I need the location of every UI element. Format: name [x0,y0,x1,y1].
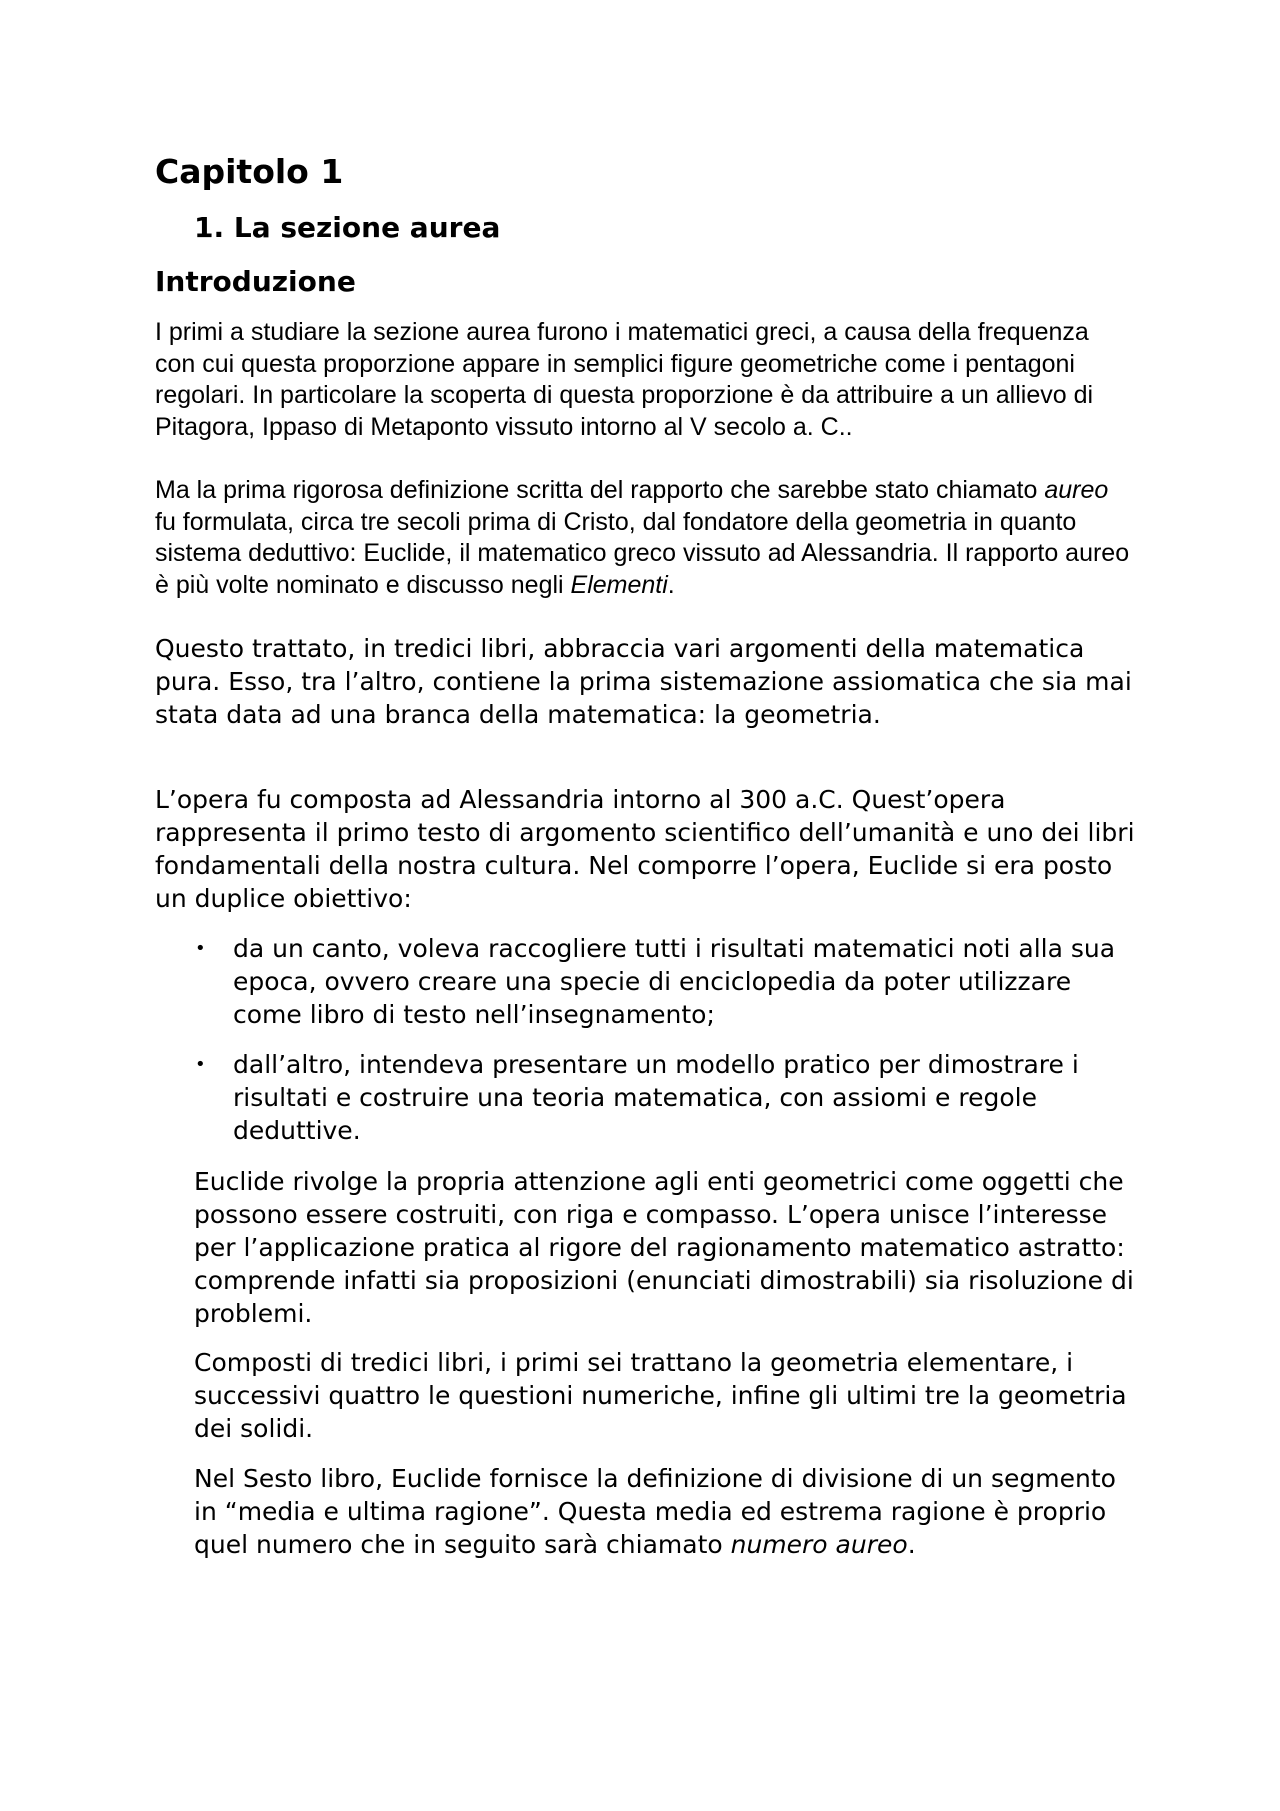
para2-text-end: . [667,570,675,599]
chapter-title: Capitolo 1 [155,152,344,191]
bullet-icon: • [195,938,206,959]
books-paragraph: Composti di tredici libri, i primi sei trattano la geometria elementare, i successivi quattro le questioni numeriche, infine gli ultimi tre la geometria dei solidi. [194,1348,1127,1443]
sixth-book-paragraph [194,1462,1134,1561]
list-item-text: da un canto, voleva raccogliere tutti i risultati matematici noti alla sua epoca, ovvero creare una specie di enciclopedia da poter utilizzare come libro di testo nell’insegnamento; [233,934,1116,1029]
list-item [155,1048,1135,1147]
numero-aureo-emphasis: numero aureo [730,1530,908,1559]
para7-text: Nel Sesto libro, Euclide fornisce la definizione di divisione di un segmento in “media e ultima ragione”. Questa media ed estrema ragione è proprio quel numero che in seguito sarà chiamato [194,1464,1116,1559]
treatise-paragraph: Questo trattato, in tredici libri, abbraccia vari argomenti della matematica pura. Esso, tra l’altro, contiene la prima sistemazione assiomatica che sia mai stata data ad una branca della matematica: la geometria. [155,634,1132,729]
para7-text-end: . [907,1530,916,1559]
bullet-icon: • [195,1054,206,1075]
intro-paragraph-2 [155,475,1135,601]
opera-paragraph: L’opera fu composta ad Alessandria intorno al 300 a.C. Quest’opera rappresenta il primo testo di argomento scientifico dell’umanità e uno dei libri fondamentali della nostra cultura. Nel comporre l’opera, Euclide si era posto un duplice obiettivo: [155,785,1135,913]
para2-text-b: fu formulata, circa tre secoli prima di Cristo, dal fondatore della geometria in quanto sistema deduttivo: Euclide, il matematico greco vissuto ad Alessandria. Il rapporto aureo è più volte nominato e discusso negli [155,507,1130,599]
para2-text-a: Ma la prima rigorosa definizione scritta del rapporto che sarebbe stato chiamato [155,476,1045,504]
list-item [155,932,1135,1031]
elementi-emphasis: Elementi [570,570,668,599]
list-item-text: dall’altro, intendeva presentare un modello pratico per dimostrare i risultati e costruire una teoria matematica, con assiomi e regole deduttive. [233,1050,1079,1145]
section-title: 1. La sezione aurea [194,211,501,244]
aureo-emphasis: aureo [1044,476,1109,504]
intro-heading: Introduzione [155,265,356,298]
intro-paragraph-1: I primi a studiare la sezione aurea furono i matematici greci, a causa della frequenza con cui questa proporzione appare in semplici figure geometriche come i pentagoni regolari. In particolare la scoperta di questa proporzione è da attribuire a un allievo di Pitagora, Ippaso di Metaponto vissuto intorno al V secolo a. C.. [155,318,1094,441]
geometric-entities-paragraph: Euclide rivolge la propria attenzione agli enti geometrici come oggetti che possono essere costruiti, con riga e compasso. L’opera unisce l’interesse per l’applicazione pratica al rigore del ragionamento matematico astratto: comprende infatti sia proposizioni (enunciati dimostrabili) sia risoluzione di problemi. [194,1167,1134,1328]
